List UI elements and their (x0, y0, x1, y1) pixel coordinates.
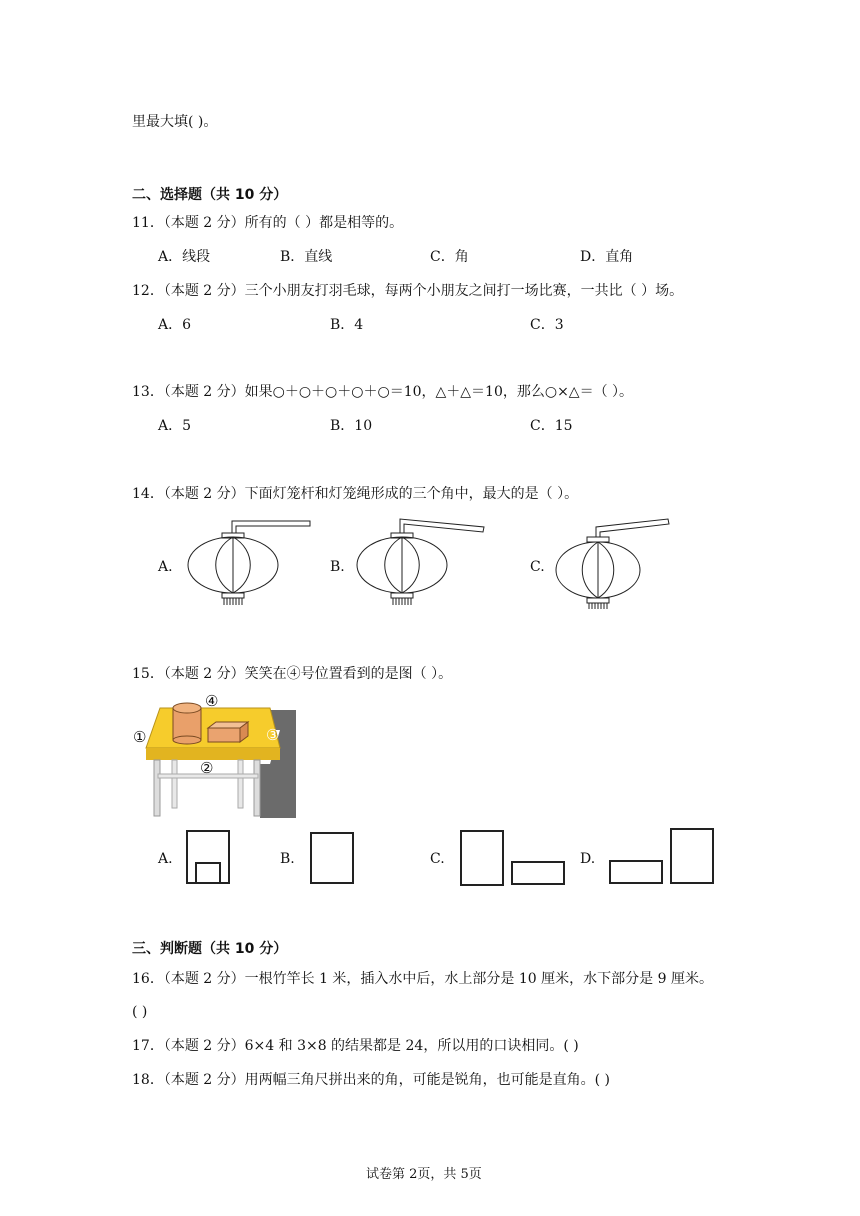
view-c-figure (460, 830, 566, 888)
view-a-figure (186, 830, 232, 886)
q12-option-b[interactable]: B．4 (330, 317, 364, 333)
q14-option-b-label[interactable]: B. (330, 559, 345, 575)
question-11: 11．（本题 2 分）所有的（ ）都是相等的。 (132, 215, 404, 231)
q14-option-a-label[interactable]: A. (158, 559, 173, 575)
question-12: 12．（本题 2 分）三个小朋友打羽毛球，每两个小朋友之间打一场比赛，一共比（ ）场。 (132, 283, 684, 299)
view-d-figure (609, 828, 717, 886)
section-heading-choice: 二、选择题（共 10 分） (132, 187, 288, 203)
scene-label-1: ① (133, 728, 147, 746)
scene-label-3: ③ (266, 726, 280, 744)
continued-text: 里最大填( )。 (132, 114, 218, 130)
scene-label-4: ④ (205, 692, 219, 710)
q13-option-b[interactable]: B．10 (330, 418, 373, 434)
section-heading-judgment: 三、判断题（共 10 分） (132, 941, 288, 957)
question-17: 17．（本题 2 分）6×4 和 3×8 的结果都是 24，所以用的口诀相同。( ) (132, 1038, 579, 1054)
q12-option-c[interactable]: C．3 (530, 317, 564, 333)
q15-option-d-label[interactable]: D. (580, 851, 596, 867)
page-footer: 试卷第 2页，共 5页 (366, 1167, 482, 1182)
q15-option-b-label[interactable]: B. (280, 851, 295, 867)
q13-option-c[interactable]: C．15 (530, 418, 573, 434)
scene-label-2: ② (200, 759, 214, 777)
lantern-b-figure (352, 515, 492, 615)
question-16-answer-blank[interactable]: ( ) (132, 1004, 148, 1020)
q12-option-a[interactable]: A．6 (158, 317, 192, 333)
question-13: 13．（本题 2 分）如果○＋○＋○＋○＋○＝10，△＋△＝10，那么○×△＝（ ）。 (132, 384, 634, 400)
q11-option-a[interactable]: A．线段 (158, 249, 211, 265)
question-15: 15．（本题 2 分）笑笑在④号位置看到的是图（ ）。 (132, 666, 453, 682)
q15-option-a-label[interactable]: A. (158, 851, 173, 867)
q11-option-c[interactable]: C．角 (430, 249, 469, 265)
lantern-c-figure (550, 515, 680, 615)
q14-option-c-label[interactable]: C. (530, 559, 545, 575)
view-b-figure (310, 832, 356, 886)
q11-option-b[interactable]: B．直线 (280, 249, 333, 265)
q13-option-a[interactable]: A．5 (158, 418, 192, 434)
q11-option-d[interactable]: D．直角 (580, 249, 634, 265)
question-16: 16．（本题 2 分）一根竹竿长 1 米，插入水中后，水上部分是 10 厘米，水下部分是 9 厘米。 (132, 971, 713, 987)
question-18: 18．（本题 2 分）用两幅三角尺拼出来的角，可能是锐角，也可能是直角。( ) (132, 1072, 610, 1088)
lantern-a-figure (180, 515, 320, 615)
q15-option-c-label[interactable]: C. (430, 851, 445, 867)
question-14: 14．（本题 2 分）下面灯笼杆和灯笼绳形成的三个角中，最大的是（ ）。 (132, 486, 579, 502)
